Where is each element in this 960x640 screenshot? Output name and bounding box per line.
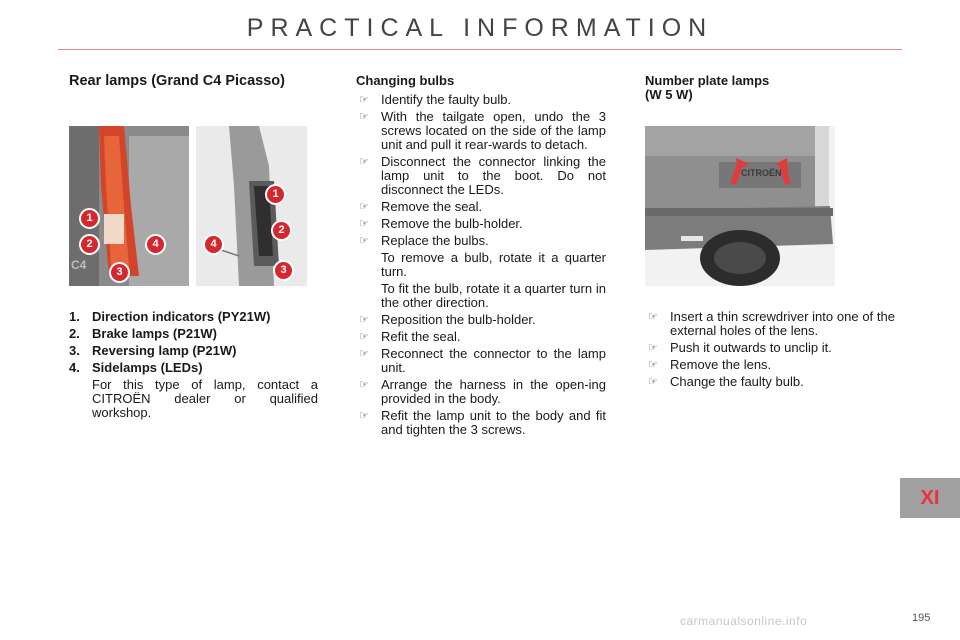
step-text: Insert a thin screwdriver into one of the external holes of the lens. [670, 309, 895, 338]
list-item [356, 217, 606, 231]
chapter-tab: XI [900, 478, 960, 518]
callout-1b: 1 [265, 184, 286, 205]
number-plate-illustration [645, 126, 835, 286]
pointing-hand-icon: ☞ [648, 359, 658, 371]
item-number: 1. [69, 309, 80, 324]
list-item [356, 155, 606, 197]
step-text: Disconnect the connector linking the lamp unit to the boot. Do not disconnect the LEDs. [381, 154, 606, 197]
brand-badge: CITROËN [741, 168, 782, 178]
title-divider [58, 49, 902, 50]
item-number: 3. [69, 343, 80, 358]
callout-3: 3 [109, 262, 130, 283]
section-heading: Changing bulbs [356, 73, 455, 88]
pointing-hand-icon: ☞ [359, 235, 369, 247]
step-text: Reconnect the connector to the lamp unit. [381, 346, 606, 375]
list-item [645, 341, 895, 355]
list-item [645, 375, 895, 389]
section-heading-bulb-type: (W 5 W) [645, 87, 693, 102]
number-plate-lamps-section [645, 74, 895, 107]
pointing-hand-icon: ☞ [359, 111, 369, 123]
steps-list [356, 93, 606, 248]
callout-2b: 2 [271, 220, 292, 241]
step-text: Push it outwards to unclip it. [670, 340, 832, 355]
item-number: 2. [69, 326, 80, 341]
list-item [356, 234, 606, 248]
lamp-list [69, 310, 331, 375]
changing-bulbs-section [356, 74, 606, 440]
callout-4: 4 [145, 234, 166, 255]
list-item [356, 313, 606, 327]
step-text: Arrange the harness in the open-ing provided in the body. [381, 377, 606, 406]
pointing-hand-icon: ☞ [359, 218, 369, 230]
pointing-hand-icon: ☞ [648, 311, 658, 323]
callout-3b: 3 [273, 260, 294, 281]
step-text: With the tailgate open, undo the 3 screws located on the side of the lamp unit and pull it rear-wards to detach. [381, 109, 606, 152]
pointing-hand-icon: ☞ [359, 314, 369, 326]
list-item [645, 358, 895, 372]
pointing-hand-icon: ☞ [359, 156, 369, 168]
instruction-paragraph: To remove a bulb, rotate it a quarter turn. [381, 250, 606, 279]
item-label: Direction indicators (PY21W) [92, 309, 271, 324]
plate-lamp-steps [645, 310, 895, 392]
callout-2: 2 [79, 234, 100, 255]
section-heading: Rear lamps (Grand C4 Picasso) [69, 73, 285, 89]
list-item [356, 110, 606, 152]
item-label: Brake lamps (P21W) [92, 326, 217, 341]
step-text: Identify the faulty bulb. [381, 92, 512, 107]
list-item [645, 310, 895, 338]
pointing-hand-icon: ☞ [359, 410, 369, 422]
pointing-hand-icon: ☞ [359, 379, 369, 391]
list-item [69, 344, 331, 358]
rear-lamp-drawing [69, 126, 307, 286]
item-label: Sidelamps (LEDs) [92, 360, 203, 375]
list-item [356, 378, 606, 406]
step-text: Remove the seal. [381, 199, 483, 214]
page-title: PRACTICAL INFORMATION [246, 14, 714, 42]
list-item [356, 93, 606, 107]
step-text: Refit the lamp unit to the body and fit and tighten the 3 screws. [381, 408, 606, 437]
instruction-paragraph: To fit the bulb, rotate it a quarter turn in the other direction. [381, 281, 606, 310]
number-plate-drawing [645, 126, 835, 286]
pointing-hand-icon: ☞ [648, 342, 658, 354]
list-item [356, 330, 606, 344]
callout-4b: 4 [203, 234, 224, 255]
step-text: Remove the bulb-holder. [381, 216, 523, 231]
step-text: Remove the lens. [670, 357, 772, 372]
item-number: 4. [69, 360, 80, 375]
list-item [69, 361, 331, 375]
dealer-note: For this type of lamp, contact a CITROËN dealer or qualified workshop. [92, 377, 318, 420]
page-number: 195 [912, 612, 931, 624]
pointing-hand-icon: ☞ [359, 331, 369, 343]
step-text: Replace the bulbs. [381, 233, 489, 248]
item-label: Reversing lamp (P21W) [92, 343, 237, 358]
callout-1: 1 [79, 208, 100, 229]
list-item [69, 310, 331, 324]
pointing-hand-icon: ☞ [359, 201, 369, 213]
lamp-list-section [69, 310, 331, 420]
list-item [356, 409, 606, 437]
model-badge: C4 [71, 258, 87, 272]
list-item [356, 200, 606, 214]
pointing-hand-icon: ☞ [359, 348, 369, 360]
section-heading: Number plate lamps [645, 73, 770, 88]
step-text: Change the faulty bulb. [670, 374, 804, 389]
step-text: Reposition the bulb-holder. [381, 312, 536, 327]
step-text: Refit the seal. [381, 329, 461, 344]
rear-lamps-section [69, 74, 331, 88]
steps-list [645, 310, 895, 389]
list-item [69, 327, 331, 341]
pointing-hand-icon: ☞ [359, 94, 369, 106]
pointing-hand-icon: ☞ [648, 376, 658, 388]
watermark: carmanualsonline.info [680, 614, 808, 628]
steps-list-continued [356, 313, 606, 437]
list-item [356, 347, 606, 375]
rear-lamp-illustration [69, 126, 307, 286]
